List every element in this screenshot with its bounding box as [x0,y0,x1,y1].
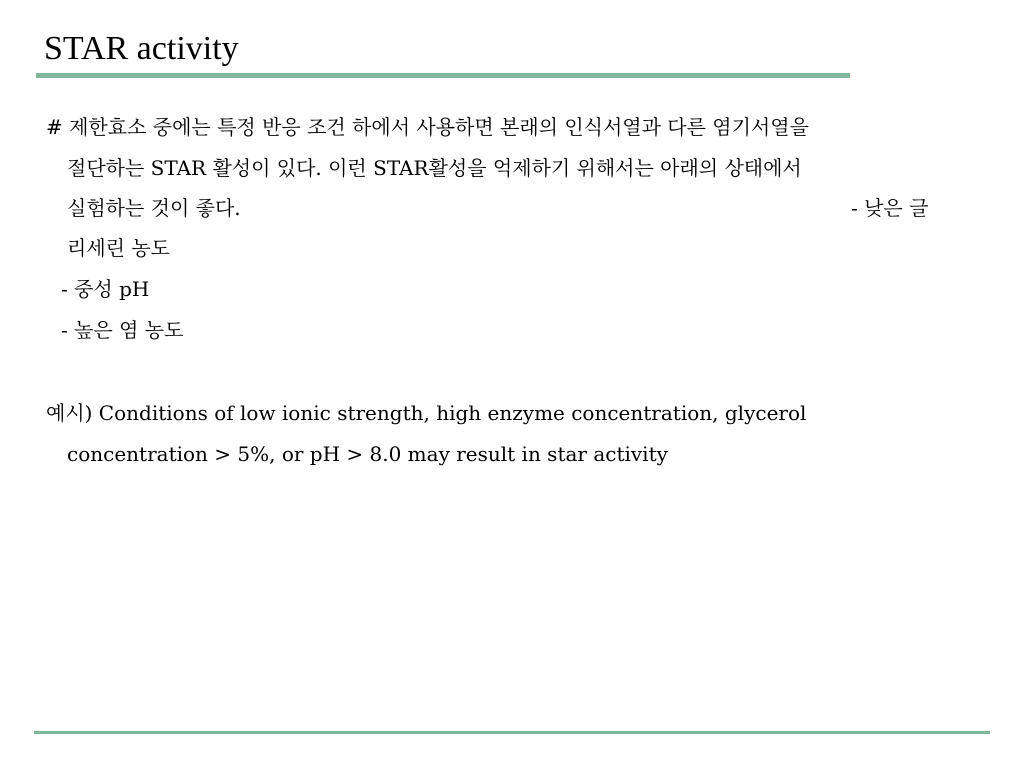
bullet-high-salt: - 높은 염 농도 [61,318,184,342]
footer-rule [34,731,990,734]
body-line-3 [67,188,947,228]
body-line-4: 리세린 농도 [67,236,170,260]
bullet-neutral-ph: - 중성 pH [61,277,150,301]
title-underline [36,73,850,78]
body-line-1: # 제한효소 중에는 특정 반응 조건 하에서 사용하면 본래의 인식서열과 다른 염기서열을 [46,115,809,139]
body-line-2: 절단하는 STAR 활성이 있다. 이런 STAR활성을 억제하기 위해서는 아래의 상태에서 [67,156,802,180]
example-line-2: concentration > 5%, or pH > 8.0 may result in star activity [67,442,668,466]
example-line-1: 예시) Conditions of low ionic strength, high enzyme concentration, glycerol [46,401,807,425]
body-line-3-text: 실험하는 것이 좋다. [67,196,241,220]
body-line-3-right: - 낮은 글 [851,196,929,220]
slide-title: STAR activity [44,30,239,67]
